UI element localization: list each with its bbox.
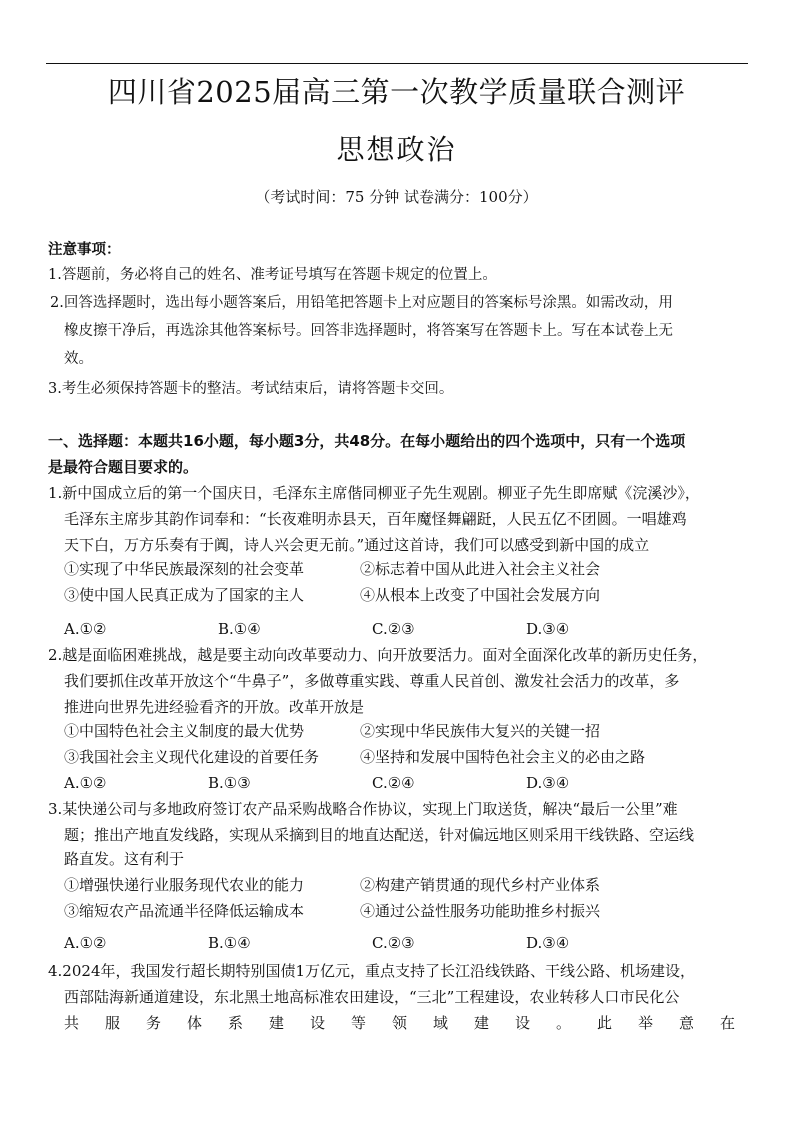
q3-stem: 题；推出产地直发线路，实现从采摘到目的地直达配送，针对偏远地区则采用干线铁路、空运线 <box>64 826 695 844</box>
subject-title: 思想政治 <box>336 133 457 166</box>
q2-item: ③我国社会主义现代化建设的首要任务 <box>64 748 320 766</box>
q2-choice-b: B.①③ <box>208 774 251 792</box>
section-heading-cont: 是最符合题目要求的。 <box>48 458 199 476</box>
q2-choice-c: C.②④ <box>372 774 415 792</box>
q3-choice-a: A.①② <box>64 934 107 952</box>
q1-item: ①实现了中华民族最深刻的社会变革 <box>64 560 305 578</box>
q2-item: ④坚持和发展中国特色社会主义的必由之路 <box>360 748 646 766</box>
notes-heading: 注意事项： <box>48 242 121 258</box>
q4-stem: 共服务体系建设等领域建设。此举意在 <box>64 1014 762 1032</box>
q2-stem: 2.越是面临困难挑战，越是要主动向改革要动力、向开放要活力。面对全面深化改革的新历史任务， <box>48 646 708 664</box>
q2-stem: 我们要抓住改革开放这个“牛鼻子”，多做尊重实践、尊重人民首创、激发社会活力的改革，多 <box>64 672 680 690</box>
q2-stem: 推进向世界先进经验看齐的开放。改革开放是 <box>64 698 365 716</box>
q1-choice-d: D.③④ <box>526 620 570 638</box>
q1-stem: 天下白，万方乐奏有于阗，诗人兴会更无前。”通过这首诗，我们可以感受到新中国的成立 <box>64 536 650 554</box>
q1-item: ④从根本上改变了中国社会发展方向 <box>360 586 601 604</box>
exam-meta: （考试时间：75 分钟 试卷满分：100分） <box>255 188 538 206</box>
page-title: 四川省2025届高三第一次教学质量联合测评 <box>107 75 686 109</box>
q1-stem: 毛泽东主席步其韵作词奉和：“长夜难明赤县天，百年魔怪舞翩跹，人民五亿不团圆。一唱雄鸡 <box>64 510 687 528</box>
q3-choice-b: B.①④ <box>208 934 251 952</box>
q3-item: ②构建产销贯通的现代乡村产业体系 <box>360 876 601 894</box>
q2-choice-a: A.①② <box>64 774 107 792</box>
q3-stem: 路直发。这有利于 <box>64 850 185 868</box>
note-line: 1.答题前，务必将自己的姓名、准考证号填写在答题卡规定的位置上。 <box>48 267 497 283</box>
section-heading: 一、选择题：本题共16小题，每小题3分，共48分。在每小题给出的四个选项中，只有一个选项 <box>48 432 686 450</box>
q1-item: ②标志着中国从此进入社会主义社会 <box>360 560 601 578</box>
q3-item: ③缩短农产品流通半径降低运输成本 <box>64 902 305 920</box>
q2-item: ②实现中华民族伟大复兴的关键一招 <box>360 722 601 740</box>
note-line: 3.考生必须保持答题卡的整洁。考试结束后，请将答题卡交回。 <box>48 381 454 397</box>
q1-choice-b: B.①④ <box>218 620 261 638</box>
q2-item: ①中国特色社会主义制度的最大优势 <box>64 722 305 740</box>
q4-stem: 4.2024年，我国发行超长期特别国债1万亿元，重点支持了长江沿线铁路、干线公路、机场建设， <box>48 962 696 980</box>
note-line: 橡皮擦干净后，再选涂其他答案标号。回答非选择题时，将答案写在答题卡上。写在本试卷上无 <box>64 323 673 339</box>
top-rule <box>46 63 748 64</box>
q4-stem: 西部陆海新通道建设，东北黑土地高标准农田建设，“三北”工程建设，农业转移人口市民化公 <box>64 988 680 1006</box>
q3-item: ①增强快递行业服务现代农业的能力 <box>64 876 305 894</box>
q3-stem: 3.某快递公司与多地政府签订农产品采购战略合作协议，实现上门取送货，解决“最后一公里”难 <box>48 800 678 818</box>
q1-choice-a: A.①② <box>64 620 107 638</box>
q1-item: ③使中国人民真正成为了国家的主人 <box>64 586 305 604</box>
note-line: 2.回答选择题时，选出每小题答案后，用铅笔把答题卡上对应题目的答案标号涂黑。如需改动，用 <box>50 295 673 311</box>
q1-choice-c: C.②③ <box>372 620 415 638</box>
q3-item: ④通过公益性服务功能助推乡村振兴 <box>360 902 601 920</box>
q3-choice-d: D.③④ <box>526 934 570 952</box>
note-line: 效。 <box>64 351 93 367</box>
q2-choice-d: D.③④ <box>526 774 570 792</box>
q1-stem: 1.新中国成立后的第一个国庆日，毛泽东主席偕同柳亚子先生观剧。柳亚子先生即席赋《浣溪沙》， <box>48 484 700 502</box>
q3-choice-c: C.②③ <box>372 934 415 952</box>
